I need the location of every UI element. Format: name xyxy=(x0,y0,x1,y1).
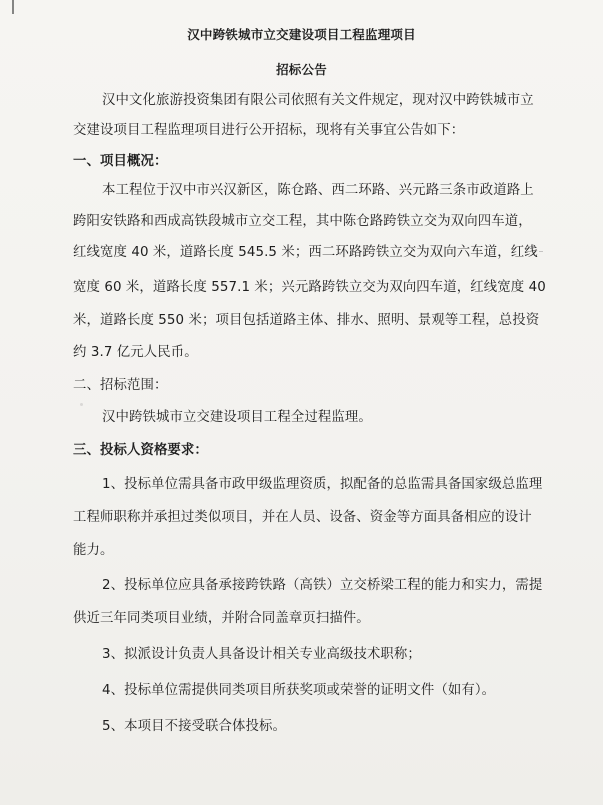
overview-line: 本工程位于汉中市兴汉新区，陈仓路、西二环路、兴元路三条市政道路上 xyxy=(102,183,534,198)
document-subtitle: 招标公告 xyxy=(276,62,327,77)
section-heading-qualifications: 三、投标人资格要求： xyxy=(73,443,208,458)
qualification-item-2-line: 2、投标单位应具备承接跨铁路（高铁）立交桥梁工程的能力和实力，需提 xyxy=(102,578,543,593)
scope-line: 汉中跨铁城市立交建设项目工程全过程监理。 xyxy=(102,410,372,425)
qualification-item-2-line: 供近三年同类项目业绩，并附合同盖章页扫描件。 xyxy=(73,611,370,626)
scan-speck xyxy=(80,403,83,406)
qualification-item-4-line: 4、投标单位需提供同类项目所获奖项或荣誉的证明文件（如有）。 xyxy=(102,683,496,698)
scan-speck xyxy=(539,251,543,252)
document-title: 汉中跨铁城市立交建设项目工程监理项目 xyxy=(187,27,416,42)
overview-line: 跨阳安铁路和西成高铁段城市立交工程，其中陈仓路跨铁立交为双向四车道， xyxy=(73,214,532,229)
qualification-item-5-line: 5、本项目不接受联合体投标。 xyxy=(102,719,286,734)
qualification-item-1-line: 工程师职称并承担过类似项目，并在人员、设备、资金等方面具备相应的设计 xyxy=(73,510,532,525)
qualification-item-1-line: 能力。 xyxy=(73,543,114,558)
qualification-item-1-line: 1、投标单位需具备市政甲级监理资质，拟配备的总监需具备国家级总监理 xyxy=(102,477,543,492)
section-heading-overview: 一、项目概况： xyxy=(73,154,168,169)
qualification-item-3-line: 3、拟派设计负责人具备设计相关专业高级技术职称； xyxy=(102,647,421,662)
overview-line: 米，道路长度 550 米；项目包括道路主体、排水、照明、景观等工程，总投资 xyxy=(73,313,540,328)
intro-line: 交建设项目工程监理项目进行公开招标，现将有关事宜公告如下： xyxy=(73,123,465,138)
overview-line: 红线宽度 40 米，道路长度 545.5 米；西二环路跨铁立交为双向六车道，红线 xyxy=(73,245,538,260)
overview-line: 宽度 60 米，道路长度 557.1 米；兴元路跨铁立交为双向四车道，红线宽度 40 xyxy=(73,280,546,295)
intro-line: 汉中文化旅游投资集团有限公司依照有关文件规定，现对汉中跨铁城市立 xyxy=(102,93,534,108)
scan-edge-mark xyxy=(12,0,14,14)
section-heading-scope: 二、招标范围： xyxy=(73,378,168,393)
overview-line: 约 3.7 亿元人民币。 xyxy=(73,345,198,360)
